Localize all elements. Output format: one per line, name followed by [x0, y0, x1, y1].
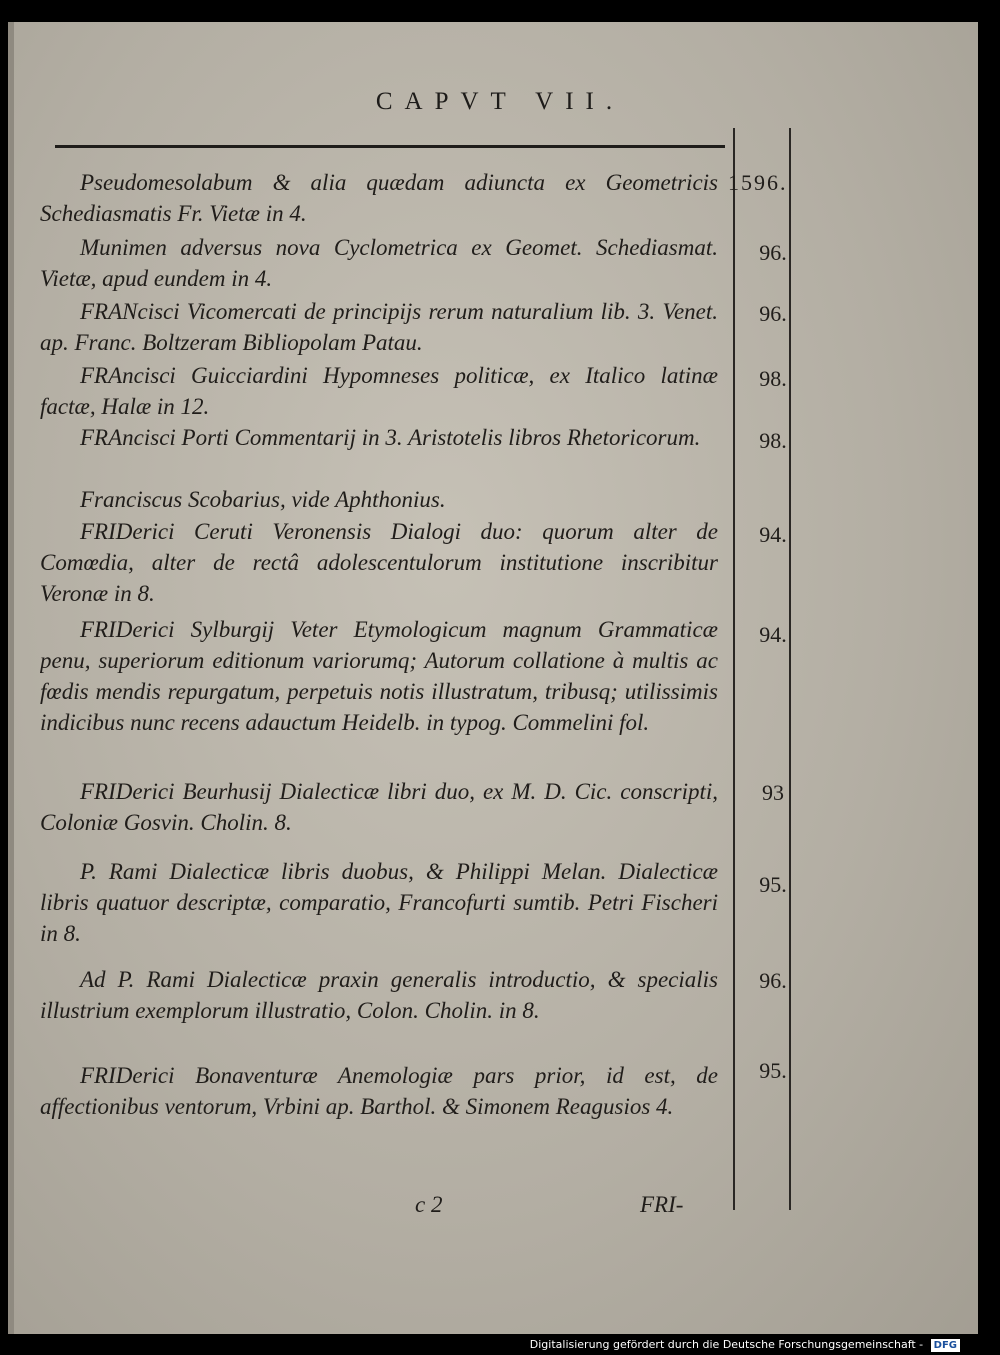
- entry-year: 94.: [759, 622, 787, 647]
- header-rule: [55, 145, 725, 148]
- catalog-entry: FRIDerici Sylburgij Veter Etymologicum magnum Grammaticæ penu, superiorum editionum variorumq; Autorum collatione à multis ac fœdis mendis repurgatum, perpetuis notis illustratum, tribusq; utilissimis indicibus nunc recens adauctum Heidelb. in typog. Commelini fol.: [40, 617, 718, 735]
- catalog-entry: Munimen adversus nova Cyclometrica ex Geomet. Schediasmat. Vietæ, apud eundem in 4.: [40, 235, 718, 291]
- catalog-entry: FRAncisci Guicciardini Hypomneses politicæ, ex Italico latinæ factæ, Halæ in 12.: [40, 363, 718, 419]
- catalog-entry: Franciscus Scobarius, vide Aphthonius.: [80, 487, 446, 512]
- entry-year: 95.: [759, 872, 787, 897]
- entry-year: 98.: [759, 428, 787, 453]
- entry-year: 93: [762, 780, 784, 805]
- catalog-entry: P. Rami Dialecticæ libris duobus, & Philippi Melan. Dialecticæ libris quatuor descriptæ, comparatio, Francofurti sumtib. Petri Fischeri in 8.: [40, 859, 718, 946]
- entry-year: 96.: [759, 301, 787, 326]
- catalog-entry: FRAncisci Porti Commentarij in 3. Aristotelis libros Rhetoricorum.: [80, 425, 701, 450]
- funding-note: Digitalisierung gefördert durch die Deutsche Forschungsgemeinschaft -: [529, 1338, 924, 1351]
- catchword: FRI-: [640, 1192, 684, 1217]
- catalog-entry: FRIDerici Ceruti Veronensis Dialogi duo: quorum alter de Comœdia, alter de rectâ adolescentulorum institutione inscribitur Veronæ in 8.: [40, 519, 718, 606]
- digitization-credit: [530, 1336, 960, 1353]
- entry-year: 95.: [759, 1058, 787, 1083]
- signature-mark: c 2: [415, 1192, 443, 1217]
- dfg-logo: DFG: [931, 1339, 960, 1352]
- entry-year: 94.: [759, 522, 787, 547]
- catalog-entry: FRANcisci Vicomercati de principijs rerum naturalium lib. 3. Venet. ap. Franc. Boltzeram Bibliopolam Patau.: [40, 299, 718, 355]
- catalog-entry: FRIDerici Beurhusij Dialecticæ libri duo, ex M. D. Cic. conscripti, Coloniæ Gosvin. Cholin. 8.: [40, 779, 718, 835]
- catalog-entry: FRIDerici Bonaventuræ Anemologiæ pars prior, id est, de affectionibus ventorum, Vrbini ap. Barthol. & Simonem Reagusios 4.: [40, 1063, 718, 1119]
- entry-year: 96.: [759, 240, 787, 265]
- catalog-entry: Pseudomesolabum & alia quædam adiuncta ex Geometricis Schediasmatis Fr. Vietæ in 4.: [40, 170, 718, 226]
- entry-year: 1596.: [728, 170, 788, 195]
- year-column-rule-right: [789, 128, 791, 1210]
- entry-year: 98.: [759, 366, 787, 391]
- page-edge: [8, 22, 14, 1334]
- running-title: CAPVT VII.: [375, 88, 625, 115]
- year-column-rule-left: [733, 128, 735, 1210]
- entry-year: 96.: [759, 968, 787, 993]
- catalog-entry: Ad P. Rami Dialecticæ praxin generalis introductio, & specialis illustrium exemplorum illustratio, Colon. Cholin. in 8.: [40, 967, 718, 1023]
